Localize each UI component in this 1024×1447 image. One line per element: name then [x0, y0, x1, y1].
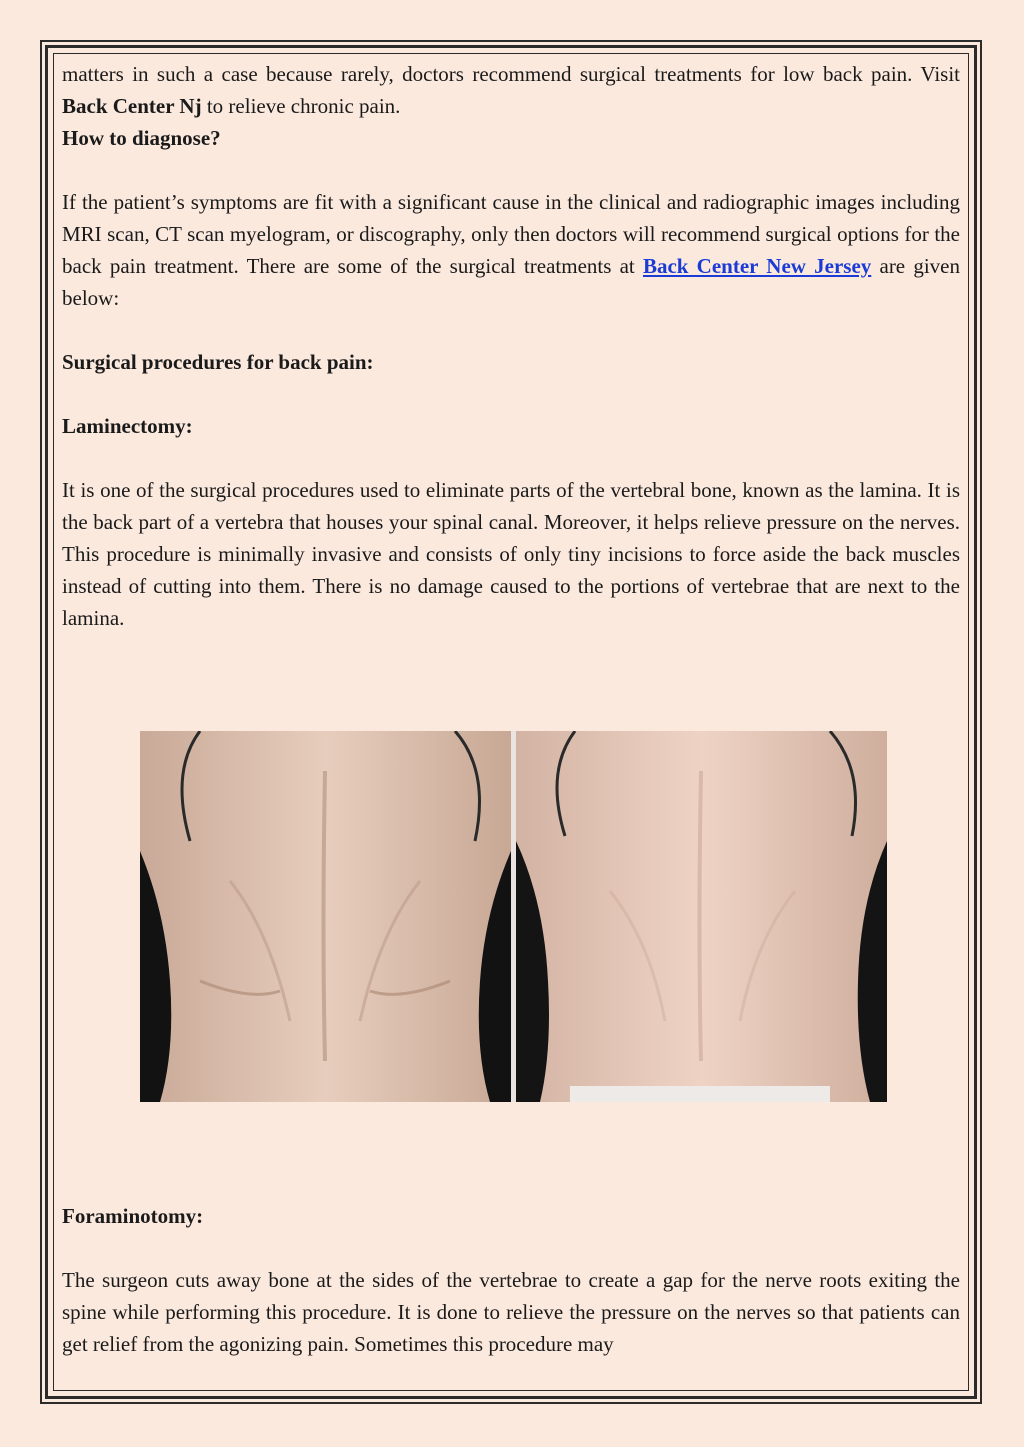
back-center-nj-bold: Back Center Nj	[62, 94, 202, 118]
diagnose-text: If the patient’s symptoms are fit with a significant cause in the clinical and radiographic images including MRI scan, CT scan myelogram, or discography, only then doctors will recommend surgical options for the back pain treatment. There are some of the surgical treatments at	[62, 190, 960, 278]
diagnose-paragraph	[62, 186, 960, 314]
laminectomy-paragraph: It is one of the surgical procedures used to eliminate parts of the vertebral bone, known as the lamina. It is the back part of a vertebra that houses your spinal canal. Moreover, it helps relieve pressure on the nerves. This procedure is minimally invasive and consists of only tiny incisions to force aside the back muscles instead of cutting into them. There is no damage caused to the portions of vertebrae that are next to the lamina.	[62, 478, 960, 630]
foraminotomy-paragraph: The surgeon cuts away bone at the sides of the vertebrae to create a gap for the nerve roots exiting the spine while performing this procedure. It is done to relieve the pressure on the nerves so that patients can get relief from the agonizing pain. Sometimes this procedure may	[62, 1268, 960, 1356]
document-body	[62, 58, 960, 634]
heading-how-to-diagnose: How to diagnose?	[62, 126, 221, 150]
document-body-continued	[62, 1200, 960, 1360]
diagnose-text-end: are given below:	[62, 254, 960, 310]
heading-laminectomy: Laminectomy:	[62, 414, 193, 438]
back-center-new-jersey-link[interactable]: Back Center New Jersey	[642, 254, 872, 278]
intro-paragraph	[62, 58, 960, 122]
before-after-back-photo	[140, 731, 887, 1102]
intro-text-end: to relieve chronic pain.	[201, 94, 401, 118]
intro-text: matters in such a case because rarely, doctors recommend surgical treatments for low back pain. Visit	[62, 62, 960, 86]
heading-surgical-procedures: Surgical procedures for back pain:	[62, 350, 374, 374]
heading-foraminotomy: Foraminotomy:	[62, 1204, 204, 1228]
